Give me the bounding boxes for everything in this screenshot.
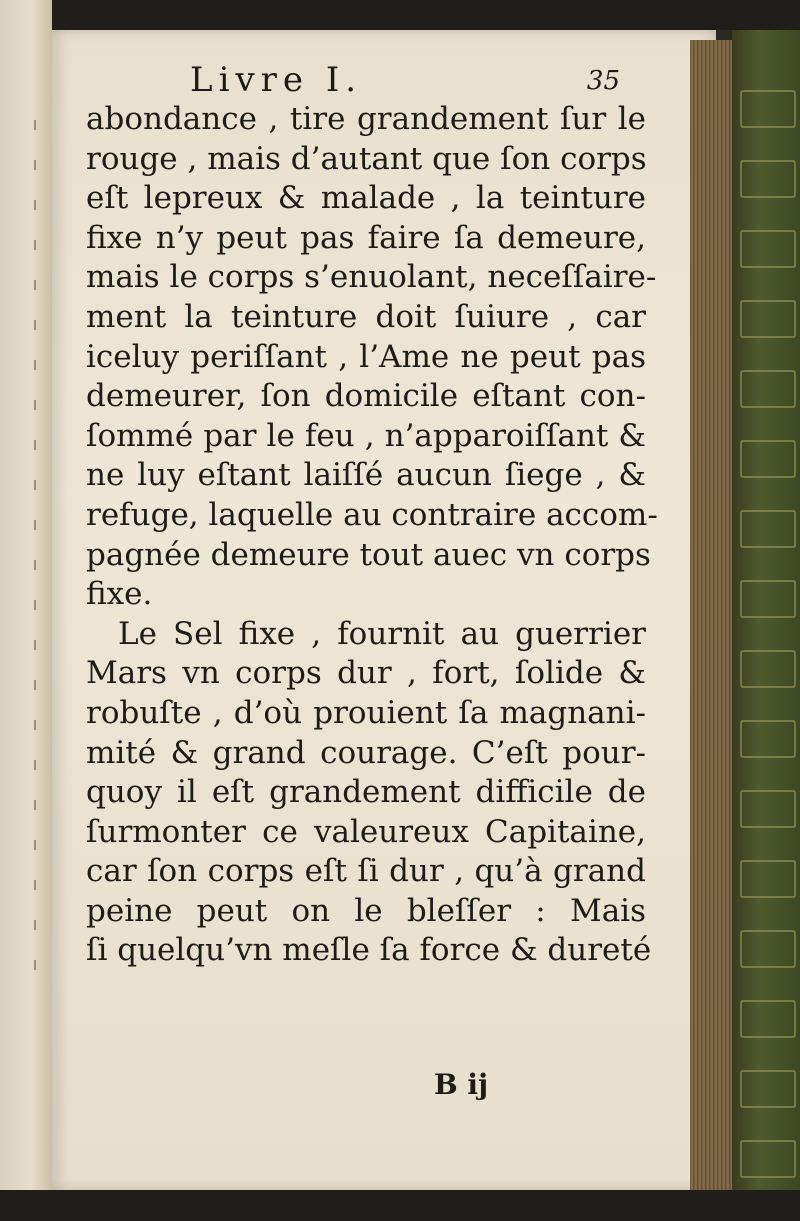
text-line: Mars vn corps dur , fort, ſolide & xyxy=(86,655,646,692)
page-number: 35 xyxy=(586,66,620,96)
text-line: ſommé par le feu , n’apparoiſſant & xyxy=(86,417,646,454)
page-edges xyxy=(690,40,734,1190)
text-line: robuſte , d’où prouient ſa magnani- xyxy=(86,694,646,731)
text-line: pagnée demeure tout auec vn corps xyxy=(86,536,651,573)
text-line: ſi quelqu’vn meſle ſa force & dureté xyxy=(86,932,652,969)
paragraph-start-line: Le Sel fixe , fournit au guerrier xyxy=(118,615,646,652)
running-title: Livre I. xyxy=(190,60,363,100)
text-line: fixe n’y peut pas faire ſa demeure, xyxy=(86,219,646,256)
text-line: mais le corps s’enuolant, neceſſaire- xyxy=(86,259,657,296)
text-line: demeurer, ſon domicile eſtant con- xyxy=(86,378,646,415)
previous-page-edge xyxy=(0,0,52,1221)
bottom-border xyxy=(0,1190,800,1221)
text-line: fixe. xyxy=(86,576,153,613)
text-line: peine peut on le bleſſer : Mais xyxy=(86,892,646,929)
signature-mark: B ij xyxy=(434,1068,489,1101)
text-line: ne luy eſtant laiſſé aucun ſiege , & xyxy=(86,457,646,494)
text-line: rouge , mais d’autant que ſon corps xyxy=(86,140,647,177)
text-line: car ſon corps eſt ſi dur , qu’à grand xyxy=(86,853,646,890)
book-spine xyxy=(732,30,800,1221)
text-line: ſurmonter ce valeureux Capitaine, xyxy=(86,813,646,850)
top-border xyxy=(0,0,800,30)
text-line: eſt lepreux & malade , la teinture xyxy=(86,180,646,217)
text-line: iceluy periſſant , l’Ame ne peut pas xyxy=(86,338,646,375)
text-line: refuge, laquelle au contraire accom- xyxy=(86,496,658,533)
text-line: quoy il eſt grandement difficile de xyxy=(86,774,646,811)
text-line: abondance , tire grandement ſur le xyxy=(86,101,646,137)
body-text xyxy=(86,100,658,971)
text-line: ment la teinture doit ſuiure , car xyxy=(86,298,646,335)
text-line: mité & grand courage. C’eſt pour- xyxy=(86,734,646,771)
